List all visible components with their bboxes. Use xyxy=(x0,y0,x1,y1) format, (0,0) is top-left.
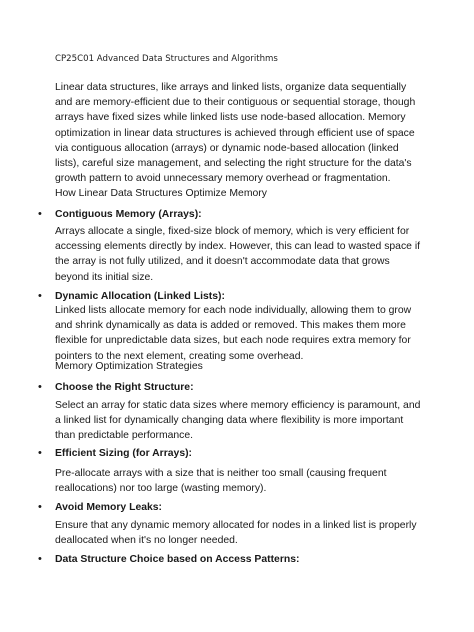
bullet-body-right-structure: Select an array for static data sizes where memory efficiency is paramount, and a linked list for dynamically changing data where flexibility is more important than predictable performance. xyxy=(55,400,421,442)
bullet-marker: • xyxy=(38,381,42,393)
section-heading-linear-structures: How Linear Data Structures Optimize Memory xyxy=(55,188,267,199)
intro-paragraph: Linear data structures, like arrays and linked lists, organize data sequentially and are memory-efficient due to their contiguous or sequential storage, though arrays have fixed sizes while linked lists use node-based allocation. Memory optimization in linear data structures is achieved through efficient use of space via contiguous allocation (arrays) or dynamic node-based allocation (linked lists), careful size management, and selecting the right structure for the data's growth pattern to avoid unnecessary memory overhead or fragmentation. xyxy=(55,82,416,185)
bullet-body-contiguous-memory: Arrays allocate a single, fixed-size block of memory, which is very efficient for accessing elements directly by index. However, this can lead to wasted space if the array is not fully utilized, and it doesn't accommodate data that grows beyond its initial size. xyxy=(55,226,421,283)
bullet-marker: • xyxy=(38,501,42,513)
bullet-title-efficient-sizing: Efficient Sizing (for Arrays): xyxy=(55,448,193,459)
bullet-body-dynamic-allocation: Linked lists allocate memory for each node individually, allowing them to grow and shrink dynamically as data is added or removed. This makes them more flexible for unpredictable data sizes, but each node requires extra memory for pointers to the next element, creating some overhead. xyxy=(55,305,412,362)
bullet-title-right-structure: Choose the Right Structure: xyxy=(55,382,194,393)
bullet-title-access-patterns: Data Structure Choice based on Access Patterns: xyxy=(55,554,300,565)
bullet-marker: • xyxy=(38,447,42,459)
bullet-title-avoid-memory-leaks: Avoid Memory Leaks: xyxy=(55,502,163,513)
bullet-body-efficient-sizing: Pre-allocate arrays with a size that is neither too small (causing frequent reallocations) nor too large (wasting memory). xyxy=(55,468,387,495)
document-header: CP25C01 Advanced Data Structures and Algorithms xyxy=(55,54,278,64)
bullet-marker: • xyxy=(38,290,42,302)
bullet-marker: • xyxy=(38,553,42,565)
bullet-body-avoid-memory-leaks: Ensure that any dynamic memory allocated for nodes in a linked list is properly deallocated when it's no longer needed. xyxy=(55,520,417,547)
bullet-title-contiguous-memory: Contiguous Memory (Arrays): xyxy=(55,209,202,220)
bullet-marker: • xyxy=(38,208,42,220)
section-heading-memory-strategies: Memory Optimization Strategies xyxy=(55,361,203,372)
bullet-title-dynamic-allocation: Dynamic Allocation (Linked Lists): xyxy=(55,291,225,302)
